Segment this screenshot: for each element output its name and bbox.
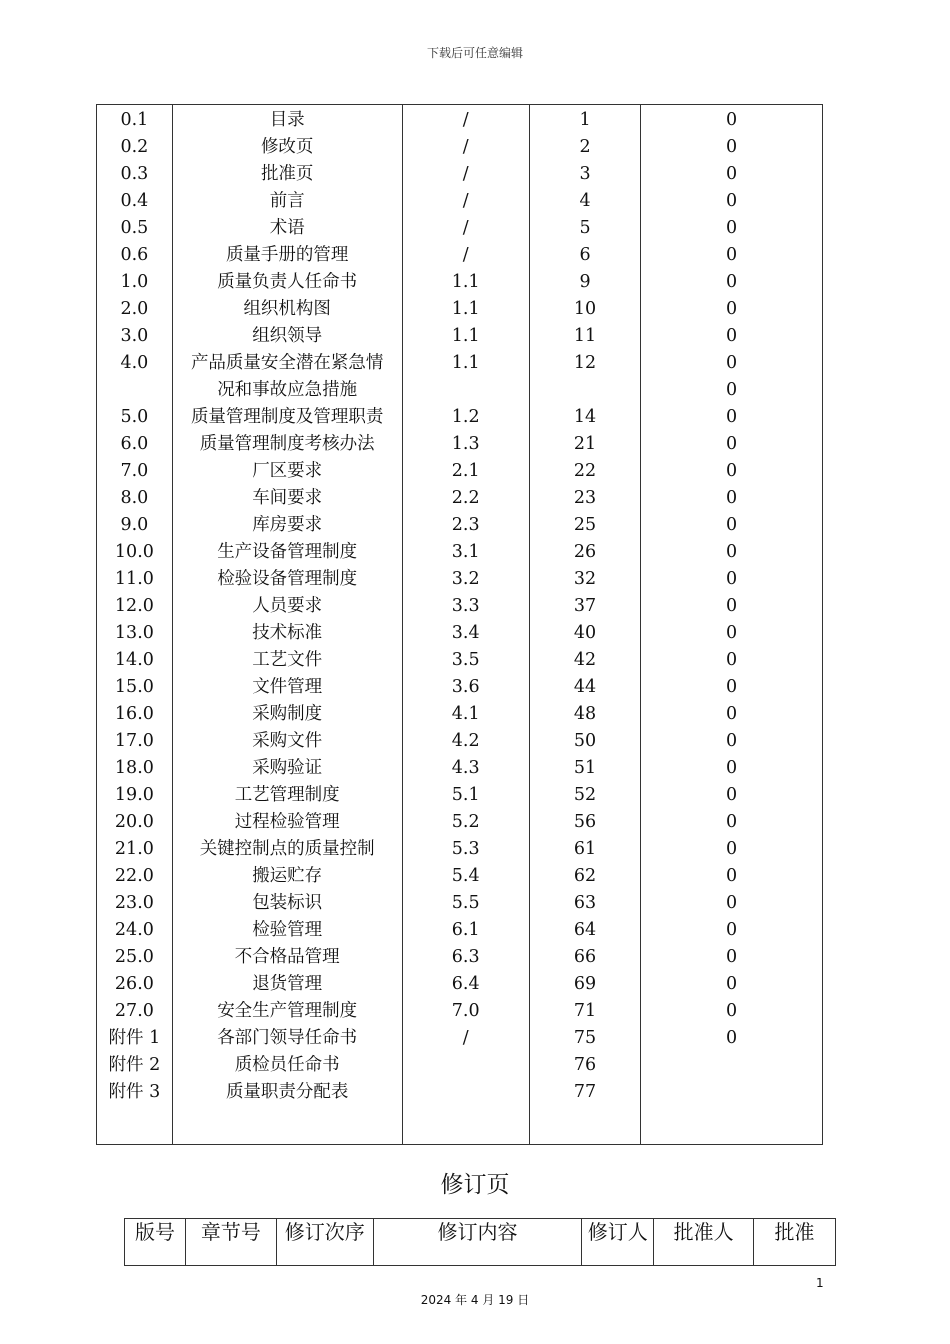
toc-section-number: 7.0 <box>97 458 173 485</box>
toc-section-title: 组织机构图 <box>172 296 402 323</box>
toc-revision: 0 <box>641 728 823 755</box>
page-number: 1 <box>816 1276 824 1290</box>
toc-revision: 0 <box>641 269 823 296</box>
toc-row <box>97 647 823 674</box>
toc-section-number: 附件 2 <box>97 1052 173 1079</box>
toc-revision: 0 <box>641 188 823 215</box>
toc-revision: 0 <box>641 404 823 431</box>
toc-section-title: 质检员任命书 <box>172 1052 402 1079</box>
toc-section-title: 退货管理 <box>172 971 402 998</box>
toc-row <box>97 105 823 135</box>
toc-row <box>97 566 823 593</box>
toc-section-title: 人员要求 <box>172 593 402 620</box>
revision-header-cell: 批准 <box>754 1219 836 1266</box>
page-footer-date: 2024 年 4 月 19 日 <box>420 1293 530 1307</box>
toc-page: 52 <box>529 782 640 809</box>
toc-row <box>97 242 823 269</box>
toc-clause: 3.3 <box>402 593 529 620</box>
toc-section-number: 23.0 <box>97 890 173 917</box>
toc-row <box>97 350 823 377</box>
toc-row <box>97 1052 823 1079</box>
toc-page: 11 <box>529 323 640 350</box>
toc-revision: 0 <box>641 647 823 674</box>
toc-page: 10 <box>529 296 640 323</box>
toc-page: 77 <box>529 1079 640 1106</box>
toc-revision: 0 <box>641 458 823 485</box>
toc-section-number: 附件 1 <box>97 1025 173 1052</box>
toc-row <box>97 728 823 755</box>
toc-row <box>97 971 823 998</box>
toc-section-number: 8.0 <box>97 485 173 512</box>
toc-section-number: 19.0 <box>97 782 173 809</box>
toc-section-number: 0.4 <box>97 188 173 215</box>
toc-clause: 4.1 <box>402 701 529 728</box>
toc-empty-cell <box>172 1106 402 1145</box>
toc-section-title: 厂区要求 <box>172 458 402 485</box>
toc-clause: 6.4 <box>402 971 529 998</box>
toc-section-number: 25.0 <box>97 944 173 971</box>
toc-revision: 0 <box>641 971 823 998</box>
toc-clause: / <box>402 1025 529 1052</box>
toc-clause: / <box>402 161 529 188</box>
toc-clause: 3.6 <box>402 674 529 701</box>
toc-revision: 0 <box>641 998 823 1025</box>
toc-section-number: 27.0 <box>97 998 173 1025</box>
toc-page: 48 <box>529 701 640 728</box>
toc-revision: 0 <box>641 242 823 269</box>
revision-header-cell: 版号 <box>125 1219 186 1266</box>
toc-page: 26 <box>529 539 640 566</box>
toc-row <box>97 296 823 323</box>
toc-section-title: 前言 <box>172 188 402 215</box>
toc-revision: 0 <box>641 593 823 620</box>
toc-section-number: 22.0 <box>97 863 173 890</box>
toc-section-number: 0.5 <box>97 215 173 242</box>
toc-clause <box>402 1052 529 1079</box>
toc-row <box>97 188 823 215</box>
toc-row <box>97 836 823 863</box>
toc-section-title: 采购制度 <box>172 701 402 728</box>
toc-revision: 0 <box>641 620 823 647</box>
toc-section-title: 质量负责人任命书 <box>172 269 402 296</box>
toc-revision: 0 <box>641 512 823 539</box>
toc-revision: 0 <box>641 134 823 161</box>
toc-page: 62 <box>529 863 640 890</box>
toc-page: 69 <box>529 971 640 998</box>
toc-section-number: 0.3 <box>97 161 173 188</box>
toc-section-title: 生产设备管理制度 <box>172 539 402 566</box>
toc-section-number: 21.0 <box>97 836 173 863</box>
toc-clause: 5.1 <box>402 782 529 809</box>
toc-clause: 2.2 <box>402 485 529 512</box>
toc-clause: 3.4 <box>402 620 529 647</box>
toc-section-number: 1.0 <box>97 269 173 296</box>
page-header: 下载后可任意编辑 <box>426 46 523 60</box>
toc-section-number: 10.0 <box>97 539 173 566</box>
toc-section-number: 14.0 <box>97 647 173 674</box>
toc-page: 56 <box>529 809 640 836</box>
toc-section-title: 采购验证 <box>172 755 402 782</box>
toc-revision: 0 <box>641 431 823 458</box>
toc-row <box>97 1079 823 1106</box>
toc-page: 4 <box>529 188 640 215</box>
toc-clause: 1.1 <box>402 296 529 323</box>
toc-page: 2 <box>529 134 640 161</box>
toc-section-number: 11.0 <box>97 566 173 593</box>
revision-header-cell: 章节号 <box>185 1219 276 1266</box>
toc-page: 21 <box>529 431 640 458</box>
toc-revision: 0 <box>641 350 823 377</box>
toc-row <box>97 485 823 512</box>
toc-row <box>97 539 823 566</box>
toc-revision: 0 <box>641 323 823 350</box>
toc-clause: 1.1 <box>402 323 529 350</box>
toc-section-number: 18.0 <box>97 755 173 782</box>
toc-section-title: 术语 <box>172 215 402 242</box>
toc-row <box>97 809 823 836</box>
toc-row <box>97 323 823 350</box>
toc-revision: 0 <box>641 890 823 917</box>
toc-clause: / <box>402 215 529 242</box>
toc-section-number: 24.0 <box>97 917 173 944</box>
toc-section-title: 检验管理 <box>172 917 402 944</box>
toc-clause: 3.2 <box>402 566 529 593</box>
toc-section-title: 搬运贮存 <box>172 863 402 890</box>
toc-clause: 5.4 <box>402 863 529 890</box>
revision-header-cell: 修订人 <box>582 1219 654 1266</box>
toc-clause: / <box>402 134 529 161</box>
toc-revision: 0 <box>641 674 823 701</box>
toc-page: 25 <box>529 512 640 539</box>
toc-table <box>96 104 823 1145</box>
toc-row <box>97 458 823 485</box>
toc-row <box>97 512 823 539</box>
toc-section-number: 附件 3 <box>97 1079 173 1106</box>
toc-page: 61 <box>529 836 640 863</box>
toc-revision: 0 <box>641 215 823 242</box>
toc-page: 37 <box>529 593 640 620</box>
toc-section-title: 文件管理 <box>172 674 402 701</box>
toc-section-title: 工艺管理制度 <box>172 782 402 809</box>
toc-page: 64 <box>529 917 640 944</box>
toc-clause: 2.1 <box>402 458 529 485</box>
toc-revision: 0 <box>641 944 823 971</box>
toc-clause: / <box>402 242 529 269</box>
toc-spacer-row <box>97 1106 823 1145</box>
toc-section-number: 5.0 <box>97 404 173 431</box>
toc-section-number: 6.0 <box>97 431 173 458</box>
toc-clause: 5.2 <box>402 809 529 836</box>
toc-section-number: 13.0 <box>97 620 173 647</box>
toc-page: 63 <box>529 890 640 917</box>
toc-revision: 0 <box>641 485 823 512</box>
toc-page <box>529 377 640 404</box>
toc-section-number: 0.2 <box>97 134 173 161</box>
toc-revision <box>641 1052 823 1079</box>
toc-section-number: 9.0 <box>97 512 173 539</box>
toc-revision: 0 <box>641 863 823 890</box>
toc-page: 12 <box>529 350 640 377</box>
toc-clause: 3.1 <box>402 539 529 566</box>
toc-section-number <box>97 377 173 404</box>
toc-row <box>97 701 823 728</box>
toc-revision: 0 <box>641 296 823 323</box>
toc-row <box>97 755 823 782</box>
toc-empty-cell <box>641 1106 823 1145</box>
revision-header-row <box>125 1219 836 1266</box>
toc-revision: 0 <box>641 161 823 188</box>
toc-section-title: 不合格品管理 <box>172 944 402 971</box>
toc-row <box>97 377 823 404</box>
toc-section-title: 过程检验管理 <box>172 809 402 836</box>
toc-empty-cell <box>529 1106 640 1145</box>
toc-clause: 3.5 <box>402 647 529 674</box>
toc-page: 1 <box>529 105 640 135</box>
toc-page: 14 <box>529 404 640 431</box>
toc-page: 5 <box>529 215 640 242</box>
toc-clause: 4.2 <box>402 728 529 755</box>
toc-revision: 0 <box>641 782 823 809</box>
toc-section-title: 关键控制点的质量控制 <box>172 836 402 863</box>
toc-clause: 6.3 <box>402 944 529 971</box>
toc-row <box>97 404 823 431</box>
toc-page: 75 <box>529 1025 640 1052</box>
toc-revision: 0 <box>641 566 823 593</box>
toc-row <box>97 674 823 701</box>
toc-section-number: 2.0 <box>97 296 173 323</box>
toc-row <box>97 134 823 161</box>
toc-section-title: 技术标准 <box>172 620 402 647</box>
toc-clause: 1.2 <box>402 404 529 431</box>
revision-header-cell: 批准人 <box>654 1219 754 1266</box>
toc-section-title: 工艺文件 <box>172 647 402 674</box>
toc-section-number: 3.0 <box>97 323 173 350</box>
toc-section-title: 质量手册的管理 <box>172 242 402 269</box>
toc-clause: 5.3 <box>402 836 529 863</box>
toc-revision: 0 <box>641 105 823 135</box>
toc-section-title: 安全生产管理制度 <box>172 998 402 1025</box>
toc-revision: 0 <box>641 1025 823 1052</box>
toc-section-number: 16.0 <box>97 701 173 728</box>
toc-page: 44 <box>529 674 640 701</box>
toc-clause <box>402 1079 529 1106</box>
toc-page: 9 <box>529 269 640 296</box>
toc-section-title: 质量管理制度考核办法 <box>172 431 402 458</box>
toc-section-title: 组织领导 <box>172 323 402 350</box>
toc-clause: 5.5 <box>402 890 529 917</box>
toc-section-title: 各部门领导任命书 <box>172 1025 402 1052</box>
toc-clause: 1.1 <box>402 269 529 296</box>
toc-clause <box>402 377 529 404</box>
toc-clause: 1.1 <box>402 350 529 377</box>
toc-page: 32 <box>529 566 640 593</box>
toc-clause: 6.1 <box>402 917 529 944</box>
toc-clause: 1.3 <box>402 431 529 458</box>
toc-section-number: 4.0 <box>97 350 173 377</box>
toc-section-title: 质量管理制度及管理职责 <box>172 404 402 431</box>
toc-clause: / <box>402 105 529 135</box>
toc-section-number: 20.0 <box>97 809 173 836</box>
toc-page: 40 <box>529 620 640 647</box>
revision-header-cell: 修订内容 <box>373 1219 582 1266</box>
toc-section-title: 库房要求 <box>172 512 402 539</box>
toc-row <box>97 863 823 890</box>
toc-revision: 0 <box>641 917 823 944</box>
toc-row <box>97 944 823 971</box>
toc-row <box>97 161 823 188</box>
toc-clause: 2.3 <box>402 512 529 539</box>
toc-row <box>97 269 823 296</box>
toc-page: 3 <box>529 161 640 188</box>
toc-section-title: 况和事故应急措施 <box>172 377 402 404</box>
toc-row <box>97 890 823 917</box>
toc-revision: 0 <box>641 701 823 728</box>
toc-revision: 0 <box>641 539 823 566</box>
toc-row <box>97 782 823 809</box>
toc-row <box>97 998 823 1025</box>
toc-row <box>97 431 823 458</box>
toc-row <box>97 620 823 647</box>
toc-table-body <box>97 105 823 1145</box>
revision-header-cell: 修订次序 <box>276 1219 373 1266</box>
toc-section-number: 12.0 <box>97 593 173 620</box>
toc-revision: 0 <box>641 809 823 836</box>
toc-page: 6 <box>529 242 640 269</box>
revision-table <box>124 1218 836 1266</box>
toc-page: 42 <box>529 647 640 674</box>
toc-section-title: 采购文件 <box>172 728 402 755</box>
toc-row <box>97 917 823 944</box>
toc-row <box>97 215 823 242</box>
toc-section-title: 检验设备管理制度 <box>172 566 402 593</box>
toc-page: 50 <box>529 728 640 755</box>
revision-title: 修订页 <box>440 1172 510 1198</box>
toc-section-number: 17.0 <box>97 728 173 755</box>
toc-clause: / <box>402 188 529 215</box>
toc-section-title: 包装标识 <box>172 890 402 917</box>
toc-revision: 0 <box>641 377 823 404</box>
toc-revision <box>641 1079 823 1106</box>
toc-revision: 0 <box>641 755 823 782</box>
toc-section-title: 质量职责分配表 <box>172 1079 402 1106</box>
toc-section-title: 车间要求 <box>172 485 402 512</box>
toc-clause: 4.3 <box>402 755 529 782</box>
toc-section-number: 0.6 <box>97 242 173 269</box>
toc-empty-cell <box>97 1106 173 1145</box>
toc-section-title: 产品质量安全潜在紧急情 <box>172 350 402 377</box>
toc-section-title: 批准页 <box>172 161 402 188</box>
toc-row <box>97 593 823 620</box>
toc-page: 71 <box>529 998 640 1025</box>
toc-page: 66 <box>529 944 640 971</box>
toc-page: 76 <box>529 1052 640 1079</box>
toc-page: 22 <box>529 458 640 485</box>
toc-empty-cell <box>402 1106 529 1145</box>
toc-section-title: 修改页 <box>172 134 402 161</box>
toc-section-number: 26.0 <box>97 971 173 998</box>
toc-revision: 0 <box>641 836 823 863</box>
toc-section-number: 0.1 <box>97 105 173 135</box>
toc-row <box>97 1025 823 1052</box>
toc-clause: 7.0 <box>402 998 529 1025</box>
toc-page: 51 <box>529 755 640 782</box>
toc-section-title: 目录 <box>172 105 402 135</box>
toc-section-number: 15.0 <box>97 674 173 701</box>
toc-page: 23 <box>529 485 640 512</box>
